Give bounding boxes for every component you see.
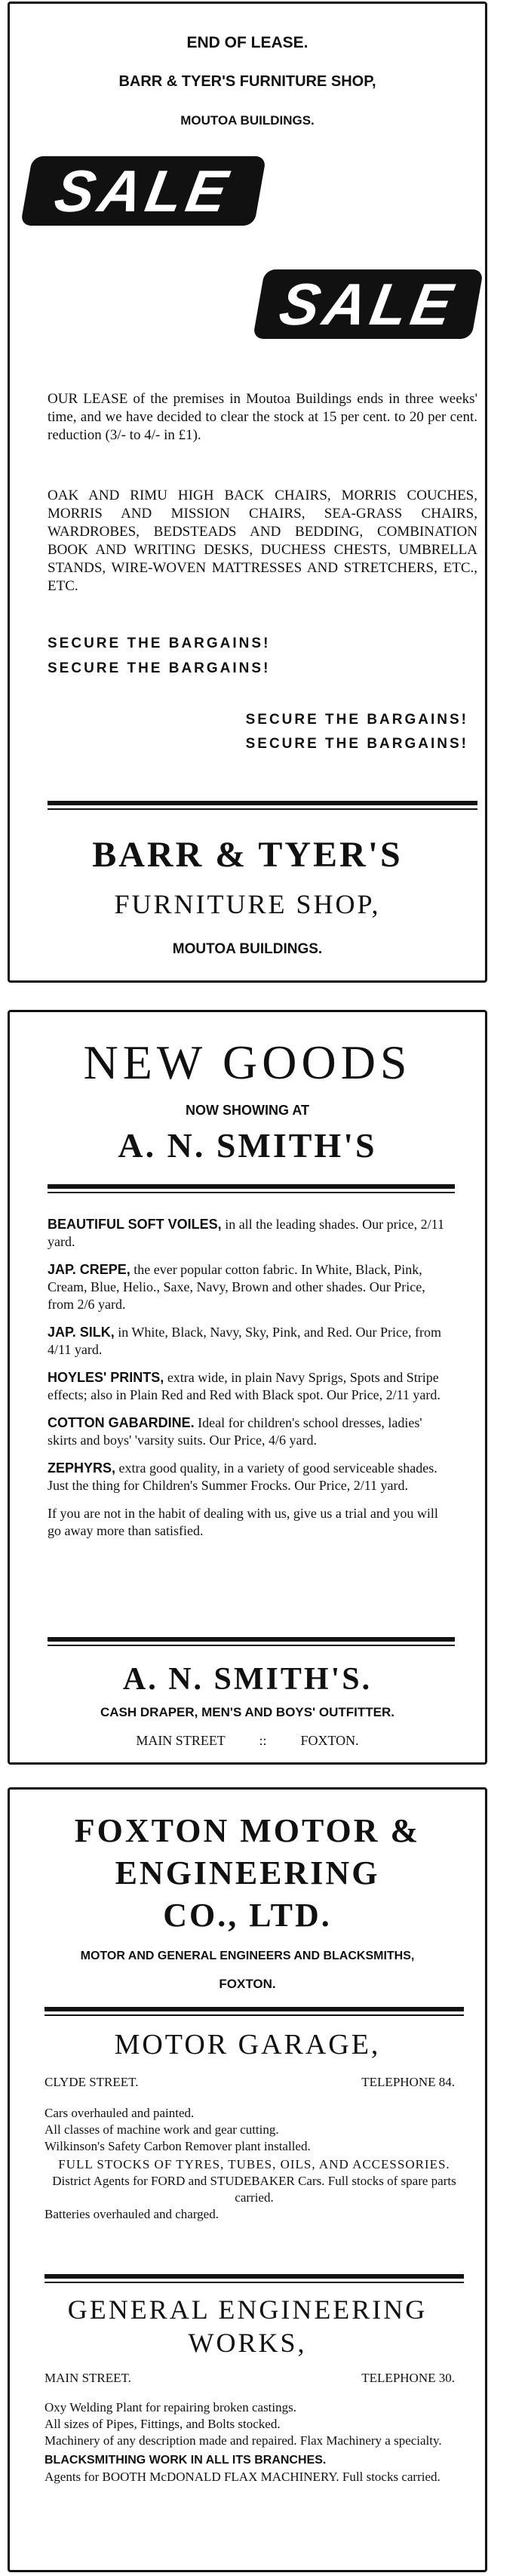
now-showing-line: NOW SHOWING AT bbox=[186, 1103, 309, 1118]
garage-services bbox=[45, 2105, 464, 2223]
product-name: BEAUTIFUL SOFT VOILES, bbox=[48, 1217, 222, 1232]
agents-line: District Agents for FORD and STUDEBAKER Cars. Full stocks of spare parts carried. bbox=[52, 2174, 456, 2205]
company-title-line1: FOXTON MOTOR & bbox=[74, 1812, 421, 1849]
divider bbox=[45, 2282, 464, 2283]
end-of-lease-heading: END OF LEASE. bbox=[186, 34, 309, 51]
product-list bbox=[48, 1216, 455, 1540]
product-name: JAP. SILK, bbox=[48, 1325, 115, 1340]
flax-agents-line: Agents for BOOTH McDONALD FLAX MACHINERY. Full stocks carried. bbox=[45, 2470, 441, 2484]
an-smith-advert bbox=[8, 1010, 487, 1765]
product-item bbox=[48, 1369, 455, 1404]
foxton-motor-advert bbox=[8, 1787, 487, 2572]
secure-bargains-line: SECURE THE BARGAINS! bbox=[245, 736, 468, 752]
divider bbox=[48, 801, 477, 805]
product-description: in White, Black, Navy, Sky, Pink, and Red. Our Price, from 4/11 yard. bbox=[48, 1325, 441, 1357]
service-line: Cars overhauled and painted. bbox=[45, 2106, 195, 2120]
product-item bbox=[48, 1216, 455, 1251]
service-line: Wilkinson's Safety Carbon Remover plant installed. bbox=[45, 2139, 311, 2153]
product-name: COTTON GABARDINE. bbox=[48, 1415, 195, 1430]
product-description: Ideal for children's school dresses, ladies' skirts and boys' 'varsity suits. Our Price, 4/6 yard. bbox=[48, 1415, 422, 1448]
footer-shop-name: BARR & TYER'S bbox=[92, 835, 403, 875]
company-title-line3: CO., LTD. bbox=[163, 1897, 332, 1934]
service-line: Oxy Welding Plant for repairing broken castings. bbox=[45, 2400, 296, 2414]
stock-list-paragraph: OAK AND RIMU HIGH BACK CHAIRS, MORRIS COUCHES, MORRIS AND MISSION CHAIRS, SEA-GRASS CHAIRS, WARDROBES, BEDSTEADS AND BEDDING, COMBINATION BOOK AND WRITING DESKS, DUCHESS CHESTS, UMBRELLA STANDS, WIRE-WOVEN MATTRESSES AND STRETCHERS, ETC., ETC. bbox=[48, 488, 477, 594]
divider bbox=[45, 2274, 464, 2279]
footer-address bbox=[10, 1733, 485, 1749]
product-item bbox=[48, 1414, 455, 1449]
divider bbox=[45, 2007, 464, 2011]
garage-street: CLYDE STREET. bbox=[45, 2075, 139, 2089]
product-description: the ever popular cotton fabric. In White, Black, Pink, Cream, Blue, Helio., Saxe, Navy, Brown and other shades. Our Price, from 2/6 yard. bbox=[48, 1262, 425, 1312]
divider bbox=[48, 1645, 455, 1646]
product-description: extra good quality, in a variety of good serviceable shades. Just the thing for Children's Summer Frocks. Our Price, 2/11 yard. bbox=[48, 1460, 437, 1493]
footer-street: MAIN STREET bbox=[136, 1733, 226, 1748]
secure-bargains-line: SECURE THE BARGAINS! bbox=[48, 660, 271, 676]
footer-separator: :: bbox=[259, 1733, 267, 1748]
product-name: JAP. CREPE, bbox=[48, 1262, 130, 1277]
blacksmithing-line: BLACKSMITHING WORK IN ALL ITS BRANCHES. bbox=[45, 2454, 327, 2467]
sale-word: SALE bbox=[50, 158, 237, 224]
divider bbox=[48, 1184, 455, 1189]
service-line: All classes of machine work and gear cutting. bbox=[45, 2122, 279, 2137]
product-description: in all the leading shades. Our price, 2/11 yard. bbox=[48, 1217, 444, 1249]
works-telephone: TELEPHONE 30. bbox=[361, 2371, 455, 2385]
company-town: FOXTON. bbox=[219, 1977, 276, 1991]
footer-shop-type: FURNITURE SHOP, bbox=[114, 889, 381, 919]
sale-banner-right bbox=[253, 269, 483, 339]
shop-name-heading: BARR & TYER'S FURNITURE SHOP, bbox=[118, 73, 376, 90]
closing-note: If you are not in the habit of dealing with us, give us a trial and you will go away more than satisfied. bbox=[48, 1506, 438, 1538]
shop-name: A. N. SMITH'S bbox=[118, 1126, 377, 1165]
works-title-line1: GENERAL ENGINEERING bbox=[67, 2294, 428, 2325]
stocks-line: FULL STOCKS OF TYRES, TUBES, OILS, AND ACCESSORIES. bbox=[58, 2157, 450, 2171]
building-heading: MOUTOA BUILDINGS. bbox=[180, 113, 315, 128]
motor-garage-title: MOTOR GARAGE, bbox=[114, 2029, 381, 2060]
works-title-line2: WORKS, bbox=[188, 2328, 307, 2358]
garage-telephone: TELEPHONE 84. bbox=[361, 2075, 455, 2089]
footer-trade-line: CASH DRAPER, MEN'S AND BOYS' OUTFITTER. bbox=[100, 1705, 394, 1719]
divider bbox=[48, 1637, 455, 1642]
batteries-line: Batteries overhauled and charged. bbox=[45, 2207, 219, 2221]
product-item bbox=[48, 1261, 455, 1313]
company-title-line2: ENGINEERING bbox=[115, 1854, 380, 1891]
service-line: All sizes of Pipes, Fittings, and Bolts stocked. bbox=[45, 2417, 281, 2431]
works-services bbox=[45, 2399, 464, 2485]
footer-shop-name: A. N. SMITH'S. bbox=[122, 1662, 373, 1697]
company-subtitle: MOTOR AND GENERAL ENGINEERS AND BLACKSMITHS, bbox=[80, 1950, 415, 1962]
new-goods-title: NEW GOODS bbox=[83, 1036, 412, 1089]
sale-banner-left bbox=[20, 156, 266, 226]
product-item bbox=[48, 1324, 455, 1359]
service-line: Machinery of any description made and repaired. Flax Machinery a specialty. bbox=[45, 2433, 442, 2448]
barr-tyer-advert bbox=[8, 2, 487, 983]
product-name: HOYLES' PRINTS, bbox=[48, 1370, 164, 1385]
divider bbox=[45, 2014, 464, 2016]
secure-bargains-line: SECURE THE BARGAINS! bbox=[48, 636, 271, 651]
sale-word: SALE bbox=[275, 271, 462, 337]
divider bbox=[48, 1192, 455, 1193]
works-street: MAIN STREET. bbox=[45, 2371, 131, 2385]
lease-paragraph: OUR LEASE of the premises in Moutoa Buildings ends in three weeks' time, and we have decided to clear the stock at 15 per cent. to 20 per cent. reduction (3/- to 4/- in £1). bbox=[48, 391, 477, 443]
product-description: extra wide, in plain Navy Sprigs, Spots and Stripe effects; also in Plain Red and Red with Black spot. Our Price, 2/11 yard. bbox=[48, 1370, 441, 1402]
footer-town: FOXTON. bbox=[300, 1733, 359, 1748]
divider bbox=[48, 808, 477, 810]
product-name: ZEPHYRS, bbox=[48, 1460, 116, 1476]
secure-bargains-line: SECURE THE BARGAINS! bbox=[245, 712, 468, 728]
footer-building: MOUTOA BUILDINGS. bbox=[172, 941, 323, 957]
product-item bbox=[48, 1460, 455, 1494]
